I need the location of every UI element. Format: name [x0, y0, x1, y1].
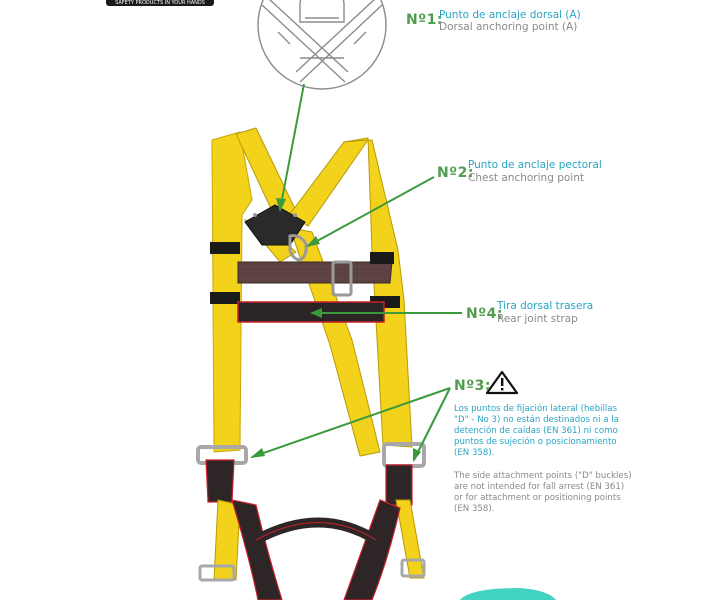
point-3-en-line: (EN 358).	[454, 504, 495, 514]
dorsal-rivet	[293, 213, 297, 217]
point-2-number: Nº2:	[437, 165, 474, 181]
point-3-es-line: Los puntos de fijación lateral (hebillas	[454, 404, 618, 414]
warning-triangle-icon	[487, 372, 517, 393]
point-3-es-line: detención de caídas (EN 361) ni como	[454, 426, 618, 436]
point-3-es-line: puntos de sujeción o posicionamiento	[454, 437, 617, 447]
point-4-number: Nº4:	[466, 306, 503, 322]
point-3-es-line: (EN 358).	[454, 448, 495, 458]
teal-accent-shape	[460, 588, 556, 600]
pointer-line-1	[280, 84, 304, 210]
harness-back-view-icon	[258, 0, 386, 89]
point-3-description-es	[454, 404, 632, 459]
point-3-en-line: or for attachment or positioning points	[454, 493, 621, 503]
pointer-arrowhead	[250, 448, 265, 458]
cross-straps	[236, 128, 380, 456]
point-4-label-es: Tira dorsal trasera	[497, 300, 594, 312]
point-2-label-en: Chest anchoring point	[468, 172, 584, 184]
point-3-en-line: are not intended for fall arrest (EN 361)	[454, 482, 625, 492]
left-tab	[210, 292, 240, 304]
point-3-number: Nº3:	[454, 378, 491, 394]
left-tab	[210, 242, 240, 254]
brand-tagline-bar: SAFETY PRODUCTS IN YOUR HANDS	[106, 0, 214, 6]
right-tab	[370, 252, 394, 264]
point-4-label-en: Rear joint strap	[497, 313, 578, 325]
point-3-en-line: The side attachment points ("D" buckles)	[454, 471, 632, 481]
dorsal-rivet	[253, 213, 257, 217]
point-1-number: Nº1:	[406, 12, 443, 28]
point-1-label-en: Dorsal anchoring point (A)	[439, 21, 578, 33]
point-3-es-line: "D" - No 3) no están destinados ni a la	[454, 415, 619, 425]
leg-straps	[200, 460, 424, 600]
point-3-description-en	[454, 471, 632, 515]
point-1-label-es: Punto de anclaje dorsal (A)	[439, 9, 581, 21]
point-2-label-es: Punto de anclaje pectoral	[468, 159, 602, 171]
